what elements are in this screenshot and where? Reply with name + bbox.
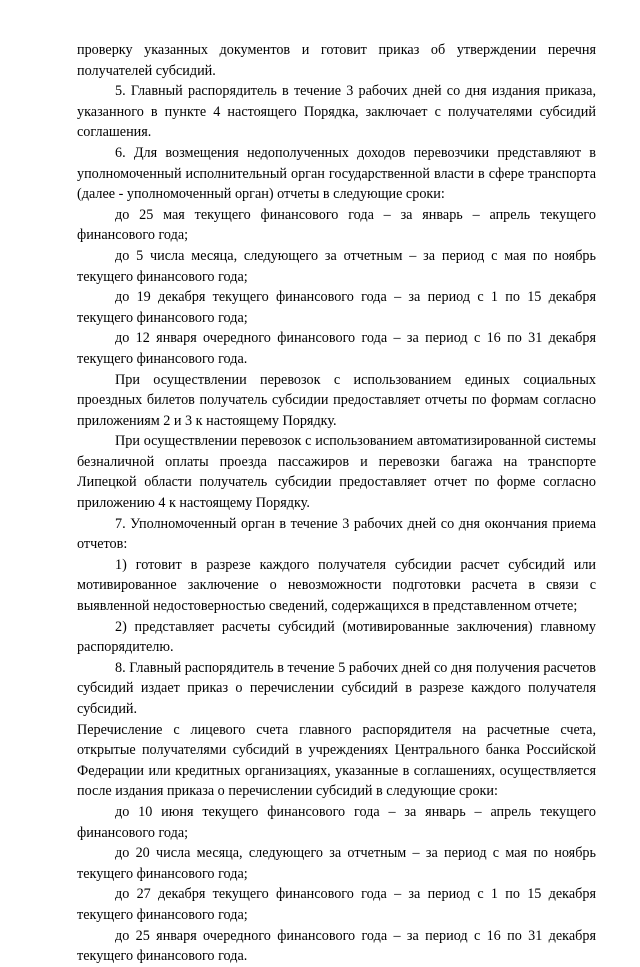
deadline-may: до 25 мая текущего финансового года – за январь – апрель текущего финансового года;: [77, 206, 596, 244]
paragraph-transfer: Перечисление с лицевого счета главного распорядителя на расчетные счета, открытые получателями субсидий в учреждениях Центрального банка Российской Федерации или кредитных организациях, указанные в соглашениях, осуществляется после издания приказа о перечислении субсидий в следующие сроки:: [77, 721, 596, 800]
transfer-deadline-june: до 10 июня текущего финансового года – за январь – апрель текущего финансового года;: [77, 803, 596, 841]
deadline-december: до 19 декабря текущего финансового года – за период с 1 по 15 декабря текущего финансового года;: [77, 289, 596, 326]
subitem-2: 2) представляет расчеты субсидий (мотивированные заключения) главному распорядителю.: [77, 618, 596, 656]
transfer-deadline-monthly: до 20 числа месяца, следующего за отчетным – за период с мая по ноябрь текущего финансового года;: [77, 845, 596, 882]
paragraph-continuation: проверку указанных документов и готовит приказ об утверждении перечня получателей субсидий.: [77, 42, 596, 79]
paragraph-item-5: 5. Главный распорядитель в течение 3 рабочих дней со дня издания приказа, указанного в пункте 4 настоящего Порядка, заключает с получателями субсидий соглашения.: [77, 83, 596, 141]
paragraph-item-6: 6. Для возмещения недополученных доходов перевозчики представляют в уполномоченный исполнительный орган государственной власти в сфере транспорта (далее - уполномоченный орган) отчеты в следующие сроки:: [77, 144, 596, 203]
paragraph-social-tickets: При осуществлении перевозок с использованием единых социальных проездных билетов получатель субсидии предоставляет отчеты по формам согласно приложениям 2 и 3 к настоящему Порядку.: [77, 371, 596, 429]
document-page: [77, 40, 596, 967]
subitem-1: 1) готовит в разрезе каждого получателя субсидии расчет субсидий или мотивированное заключение о невозможности подготовки расчета в связи с выявленной недостоверностью сведений, содержащихся в представленном отчете;: [77, 556, 596, 615]
paragraph-automated-payment: При осуществлении перевозок с использованием автоматизированной системы безналичной оплаты проезда пассажиров и перевозки багажа на транспорте Липецкой области получатель субсидии предоставляет отчет по форме согласно приложению 4 к настоящему Порядку.: [77, 433, 596, 512]
paragraph-item-8: 8. Главный распорядитель в течение 5 рабочих дней со дня получения расчетов субсидий издает приказ о перечислении субсидий в разрезе каждого получателя субсидий.: [77, 659, 596, 717]
deadline-january: до 12 января очередного финансового года – за период с 16 по 31 декабря текущего финансового года.: [77, 330, 596, 367]
transfer-deadline-december: до 27 декабря текущего финансового года – за период с 1 по 15 декабря текущего финансового года;: [77, 886, 596, 923]
deadline-monthly: до 5 числа месяца, следующего за отчетным – за период с мая по ноябрь текущего финансового года;: [77, 247, 596, 285]
transfer-deadline-january: до 25 января очередного финансового года – за период с 16 по 31 декабря текущего финансового года.: [77, 927, 596, 965]
paragraph-item-7: 7. Уполномоченный орган в течение 3 рабочих дней со дня окончания приема отчетов:: [77, 515, 596, 553]
